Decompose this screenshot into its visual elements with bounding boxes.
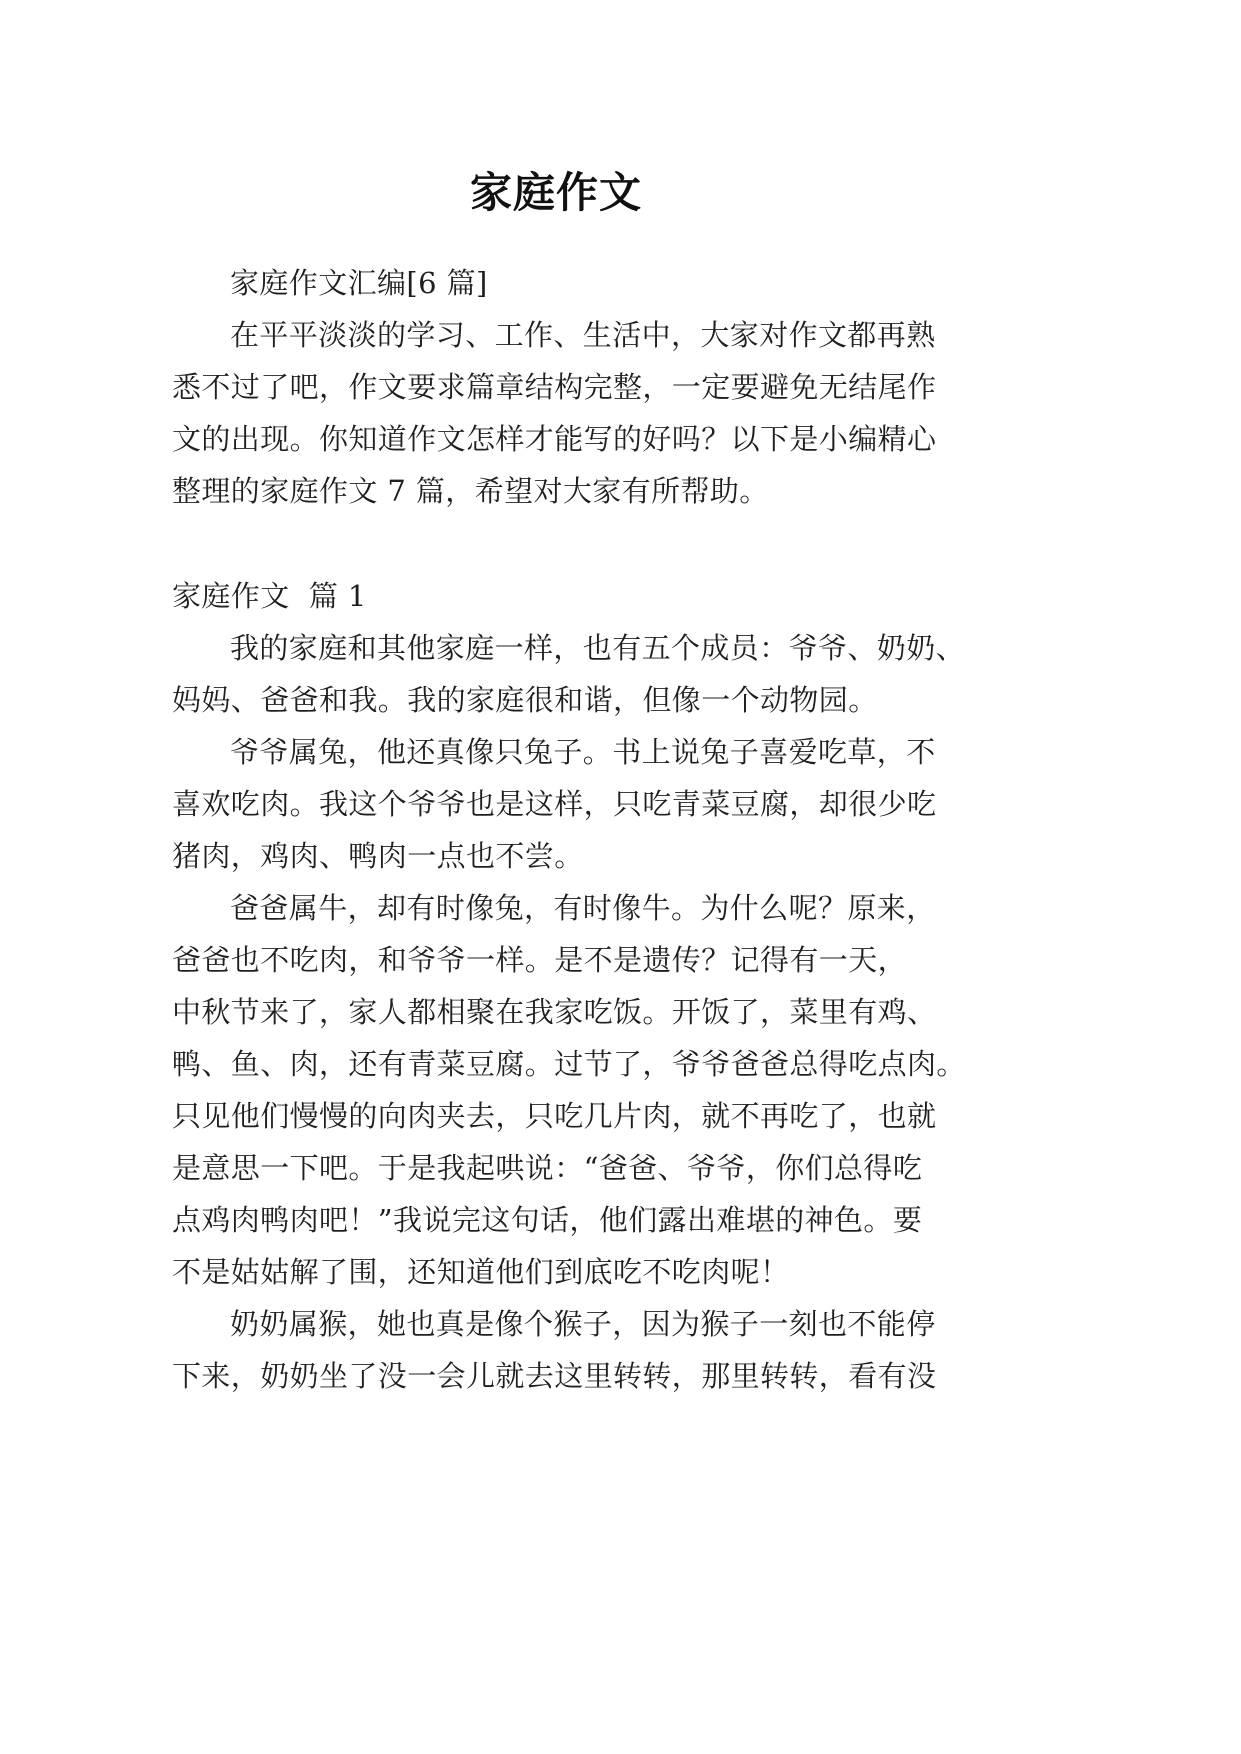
paragraph-line: 喜欢吃肉。我这个爷爷也是这样，只吃青菜豆腐，却很少吃	[172, 787, 937, 821]
paragraph-line: 整理的家庭作文 7 篇，希望对大家有所帮助。	[172, 474, 769, 508]
paragraph-line: 中秋节来了，家人都相聚在我家吃饭。开饭了，菜里有鸡、	[172, 995, 937, 1029]
paragraph-line: 爸爸也不吃肉，和爷爷一样。是不是遗传？记得有一天，	[172, 943, 908, 977]
paragraph-family-members	[172, 622, 966, 726]
document-body	[172, 257, 966, 1402]
page-title: 家庭作文	[469, 168, 642, 218]
paragraph-line: 爷爷属兔，他还真像只兔子。书上说兔子喜爱吃草，不	[230, 735, 936, 769]
paragraph-line: 文的出现。你知道作文怎样才能写的好吗？以下是小编精心	[172, 422, 937, 456]
paragraph-grandpa	[172, 726, 952, 882]
intro-heading: 家庭作文汇编[6 篇]	[230, 266, 488, 300]
paragraph-grandma	[172, 1298, 952, 1402]
paragraph-line: 我的家庭和其他家庭一样，也有五个成员：爷爷、奶奶、	[230, 631, 966, 665]
paragraph-line: 悉不过了吧，作文要求篇章结构完整，一定要避免无结尾作	[172, 370, 937, 404]
paragraph-line: 爸爸属牛，却有时像兔，有时像牛。为什么呢？原来，	[230, 891, 936, 925]
paragraph-line: 只见他们慢慢的向肉夹去，只吃几片肉，就不再吃了，也就	[172, 1099, 937, 1133]
paragraph-line: 不是姑姑解了围，还知道他们到底吃不吃肉呢！	[172, 1255, 790, 1289]
paragraph-line: 鸭、鱼、肉，还有青菜豆腐。过节了，爷爷爸爸总得吃点肉。	[172, 1047, 966, 1081]
intro-paragraph	[172, 309, 952, 517]
paragraph-line: 妈妈、爸爸和我。我的家庭很和谐，但像一个动物园。	[172, 683, 878, 717]
paragraph-line: 在平平淡淡的学习、工作、生活中，大家对作文都再熟	[230, 318, 936, 352]
paragraph-line: 是意思一下吧。于是我起哄说：“爸爸、爷爷，你们总得吃	[172, 1151, 923, 1185]
paragraph-line: 猪肉，鸡肉、鸭肉一点也不尝。	[172, 839, 584, 873]
paragraph-dad	[172, 882, 966, 1298]
paragraph-line: 下来，奶奶坐了没一会儿就去这里转转，那里转转，看有没	[172, 1359, 937, 1393]
section-heading: 家庭作文 篇 1	[172, 579, 367, 613]
paragraph-line: 奶奶属猴，她也真是像个猴子，因为猴子一刻也不能停	[230, 1307, 936, 1341]
paragraph-line: 点鸡肉鸭肉吧！”我说完这句话，他们露出难堪的神色。要	[172, 1203, 923, 1237]
